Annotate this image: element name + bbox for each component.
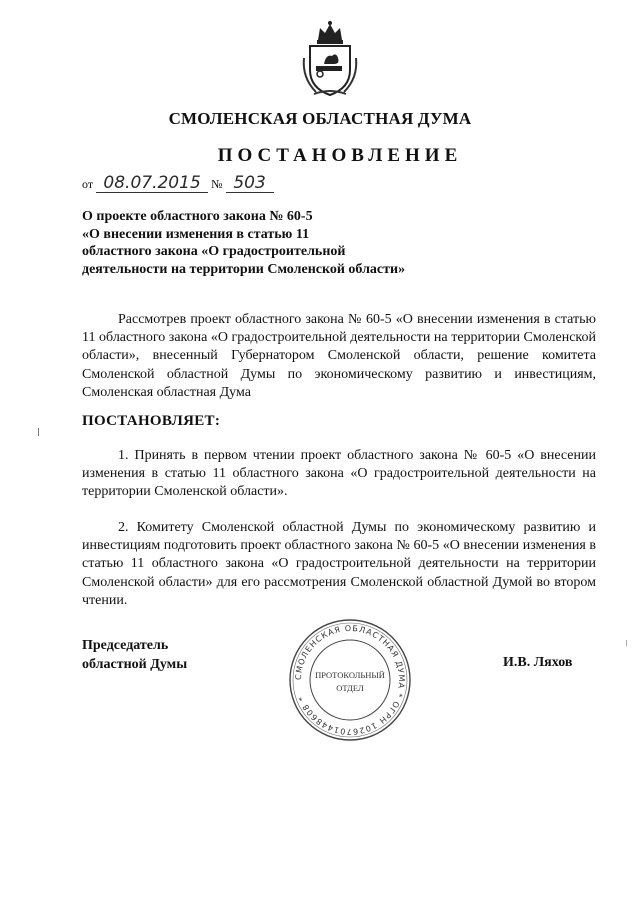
official-stamp	[287, 617, 413, 743]
signatory-name: И.В. Ляхов	[503, 655, 573, 670]
resolves-heading: ПОСТАНОВЛЯЕТ:	[82, 413, 221, 429]
number-prefix: №	[211, 177, 223, 191]
stamp-center-line: ОТДЕЛ	[336, 683, 364, 693]
subject-line: «О внесении изменения в статью 11	[82, 226, 310, 242]
subject-line: деятельности на территории Смоленской области»	[82, 261, 406, 277]
organization-title: СМОЛЕНСКАЯ ОБЛАСТНАЯ ДУМА	[168, 109, 472, 128]
document-kind-heading: ПОСТАНОВЛЕНИЕ	[217, 145, 463, 166]
date-number-line	[82, 174, 274, 193]
signatory-position	[82, 637, 187, 674]
preamble-paragraph: Рассмотрев проект областного закона № 60-5 «О внесении изменения в статью 11 областного закона «О градостроительной деятельности на территории Смоленской области», внесенный Губернатором Смоленской области, решение комитета Смоленской областной Думы по экономическому развитию и инвестициям, Смоленская областная Дума	[82, 312, 596, 400]
document-number: 503	[226, 174, 274, 193]
stamp-ring-text: СМОЛЕНСКАЯ ОБЛАСТНАЯ ДУМА * ОГРН 1026701448608 *	[293, 623, 407, 737]
resolution-item-2: 2. Комитету Смоленской областной Думы по экономическому развитию и инвестициям подготовить проект областного закона № 60-5 «О внесении изменения в статью 11 областного закона «О градостроительной деятельности на территории Смоленской области» для его рассмотрения Смоленской областной Думой во втором чтении.	[82, 520, 596, 608]
subject-line: областного закона «О градостроительной	[82, 244, 346, 259]
resolution-item-1: 1. Принять в первом чтении проект областного закона № 60-5 «О внесении изменения в статью 11 областного закона «О градостроительной деятельности на территории Смоленской области».	[82, 448, 596, 500]
position-line: областной Думы	[82, 656, 188, 672]
position-line: Председатель	[82, 638, 169, 653]
margin-mark	[626, 640, 627, 646]
coat-of-arms-icon	[296, 18, 364, 98]
subject-line: О проекте областного закона № 60-5	[82, 209, 313, 224]
date-prefix: от	[82, 177, 94, 191]
stamp-center-line: ПРОТОКОЛЬНЫЙ	[315, 670, 385, 680]
margin-mark	[38, 428, 39, 436]
document-subject	[82, 208, 462, 278]
document-date: 08.07.2015	[96, 174, 208, 193]
